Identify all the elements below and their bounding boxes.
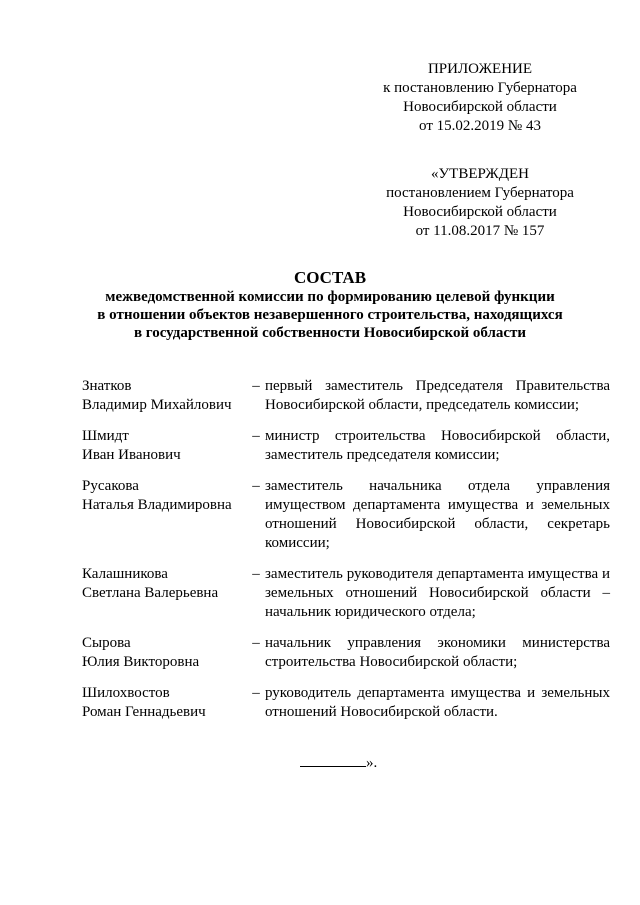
member-row [82, 427, 610, 465]
closing-line [300, 752, 377, 773]
member-row [82, 377, 610, 415]
member-given-name: Светлана Валерьевна [82, 585, 219, 601]
appendix-line: к постановлению Губернатора [383, 80, 577, 96]
approval-stamp-text [360, 165, 600, 241]
member-name [82, 684, 247, 722]
member-name [82, 565, 247, 622]
member-surname: Знатков [82, 378, 132, 394]
member-given-name: Роман Геннадьевич [82, 704, 206, 720]
title-main: СОСТАВ [293, 268, 367, 287]
member-role: министр строительства Новосибирской области, заместитель председателя комиссии; [265, 428, 610, 463]
appendix-line: ПРИЛОЖЕНИЕ [427, 61, 533, 77]
member-row [82, 565, 610, 622]
member-row [82, 684, 610, 722]
member-given-name: Иван Иванович [82, 447, 181, 463]
member-dash: – [252, 566, 260, 582]
member-name [82, 634, 247, 672]
commission-members-list [82, 377, 610, 734]
member-row [82, 634, 610, 672]
approved-line: от 11.08.2017 № 157 [415, 223, 545, 239]
member-surname: Шмидт [82, 428, 129, 444]
closing-quote-mark: ». [366, 755, 378, 771]
member-given-name: Владимир Михайлович [82, 397, 232, 413]
member-row [82, 477, 610, 553]
member-dash: – [252, 378, 260, 394]
member-role: руководитель департамента имущества и земельных отношений Новосибирской области. [265, 685, 610, 720]
member-role: первый заместитель Председателя Правительства Новосибирской области, председатель комиссии; [265, 378, 610, 413]
member-given-name: Юлия Викторовна [82, 654, 200, 670]
member-dash: – [252, 478, 260, 494]
member-role: заместитель начальника отдела управления имуществом департамента имущества и земельных отношений Новосибирской области, секретарь комиссии; [265, 478, 610, 551]
member-surname: Шилохвостов [82, 685, 170, 701]
document-title [60, 268, 600, 342]
member-dash: – [252, 635, 260, 651]
member-dash: – [252, 428, 260, 444]
member-given-name: Наталья Владимировна [82, 497, 232, 513]
approved-line: «УТВЕРЖДЕН [431, 166, 529, 182]
appendix-line: от 15.02.2019 № 43 [419, 118, 541, 134]
title-sub-line: межведомственной комиссии по формированию целевой функции [105, 289, 555, 305]
approved-line: постановлением Губернатора [386, 185, 574, 201]
member-role: заместитель руководителя департамента имущества и земельных отношений Новосибирской области – начальник юридического отдела; [265, 566, 610, 620]
appendix-line: Новосибирской области [403, 99, 557, 115]
member-surname: Калашникова [82, 566, 168, 582]
signature-underline [300, 752, 366, 767]
member-role: начальник управления экономики министерства строительства Новосибирской области; [265, 635, 610, 670]
member-surname: Сырова [82, 635, 131, 651]
member-name [82, 377, 247, 415]
member-name [82, 477, 247, 553]
member-surname: Русакова [82, 478, 139, 494]
title-sub-line: в государственной собственности Новосибирской области [133, 325, 527, 341]
appendix-header [360, 60, 600, 136]
member-dash: – [252, 685, 260, 701]
title-sub-line: в отношении объектов незавершенного строительства, находящихся [97, 307, 563, 323]
approved-line: Новосибирской области [403, 204, 557, 220]
member-name [82, 427, 247, 465]
